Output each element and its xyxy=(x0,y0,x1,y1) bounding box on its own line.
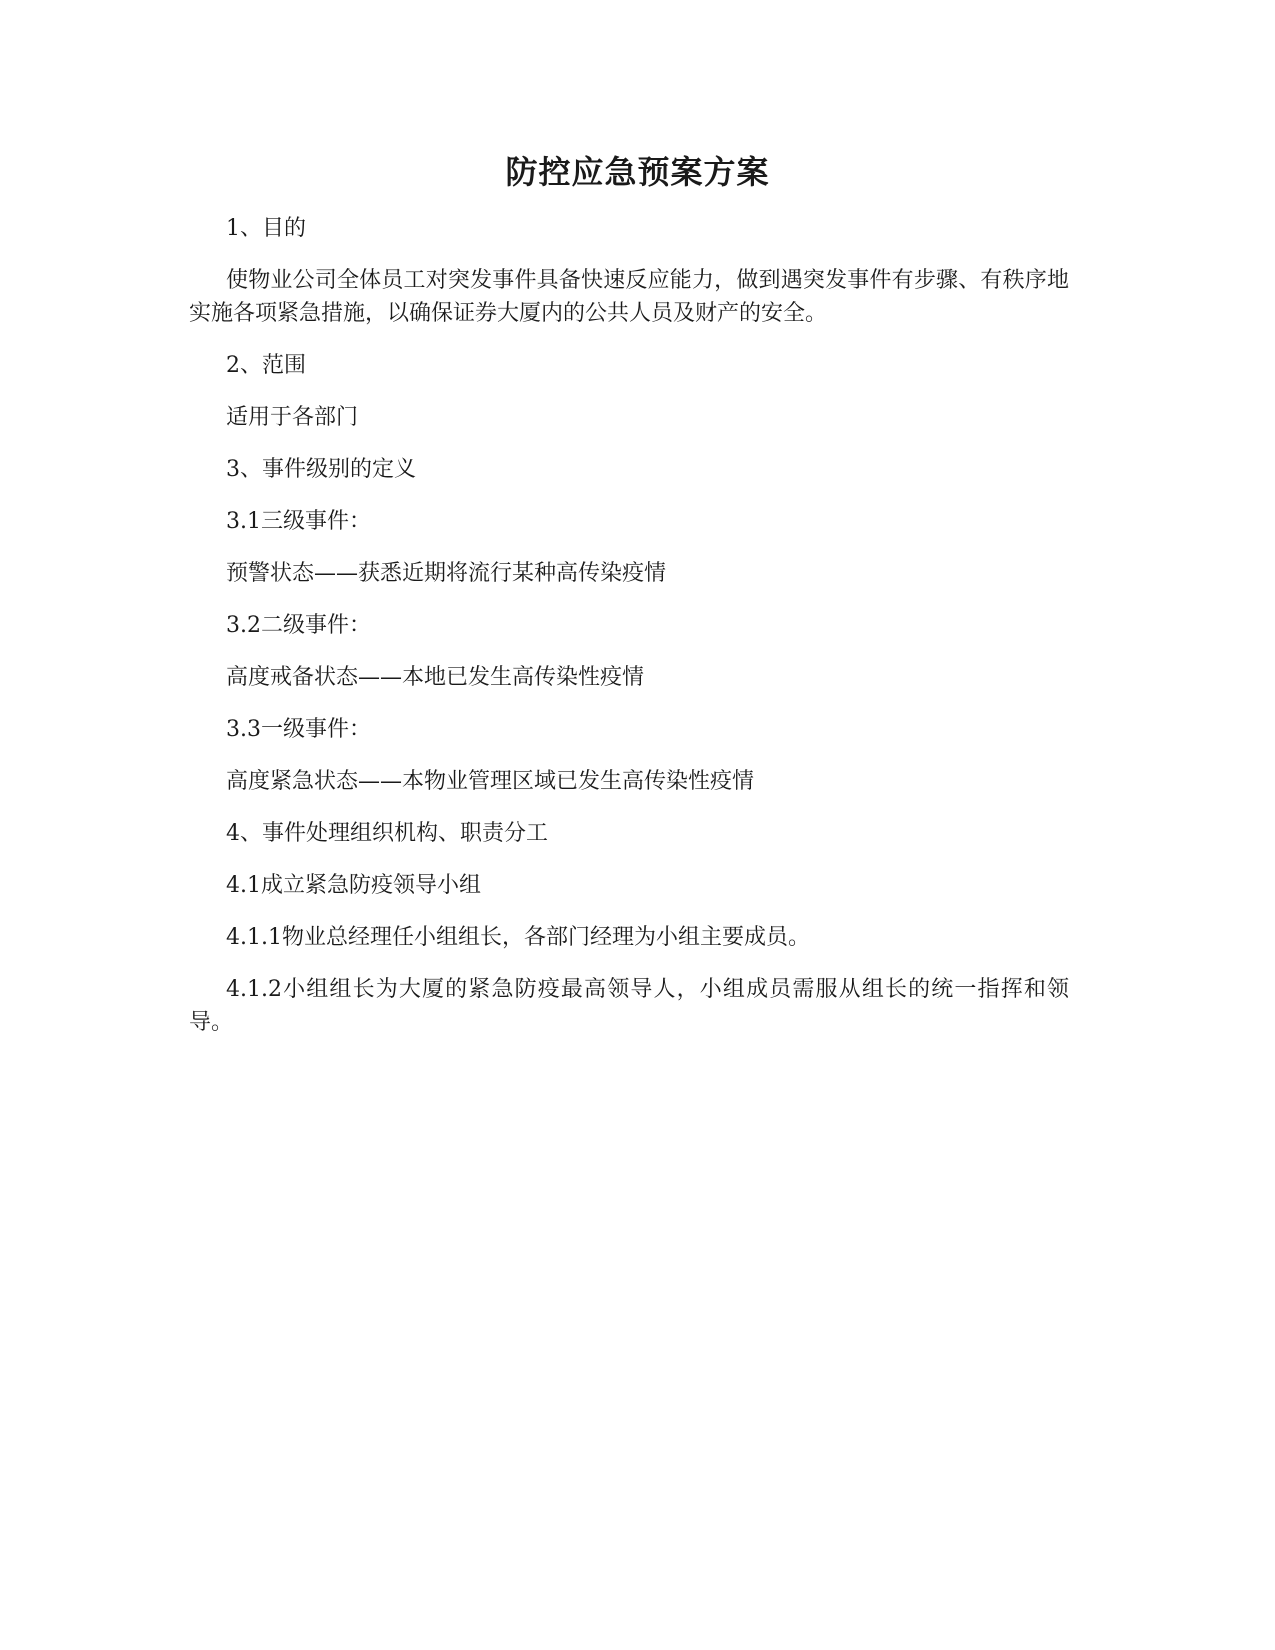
section-heading-scope: 2、范围 xyxy=(226,353,306,378)
section-heading-organization: 4、事件处理组织机构、职责分工 xyxy=(226,821,548,846)
subheading-level-3: 3.1三级事件： xyxy=(226,509,371,534)
paragraph-purpose: 使物业公司全体员工对突发事件具备快速反应能力，做到遇突发事件有步骤、有秩序地实施各项紧急措施，以确保证券大厦内的公共人员及财产的安全。 xyxy=(189,268,1069,326)
subheading-level-1: 3.3一级事件： xyxy=(226,717,371,742)
section-heading-event-levels: 3、事件级别的定义 xyxy=(226,457,416,482)
document-title: 防控应急预案方案 xyxy=(505,153,770,191)
subheading-level-2: 3.2二级事件： xyxy=(226,613,371,638)
subheading-leadership-group: 4.1成立紧急防疫领导小组 xyxy=(226,873,481,898)
section-heading-purpose: 1、目的 xyxy=(226,216,306,241)
paragraph-leader-authority: 4.1.2小组组长为大厦的紧急防疫最高领导人，小组成员需服从组长的统一指挥和领导。 xyxy=(189,977,1069,1035)
paragraph-level-2: 高度戒备状态——本地已发生高传染性疫情 xyxy=(226,665,645,690)
paragraph-level-1: 高度紧急状态——本物业管理区域已发生高传染性疫情 xyxy=(226,769,755,794)
paragraph-level-3: 预警状态——获悉近期将流行某种高传染疫情 xyxy=(226,561,667,586)
paragraph-leader-roles: 4.1.1物业总经理任小组组长，各部门经理为小组主要成员。 xyxy=(226,925,810,950)
paragraph-scope: 适用于各部门 xyxy=(226,405,359,430)
document-body xyxy=(189,212,1069,1058)
